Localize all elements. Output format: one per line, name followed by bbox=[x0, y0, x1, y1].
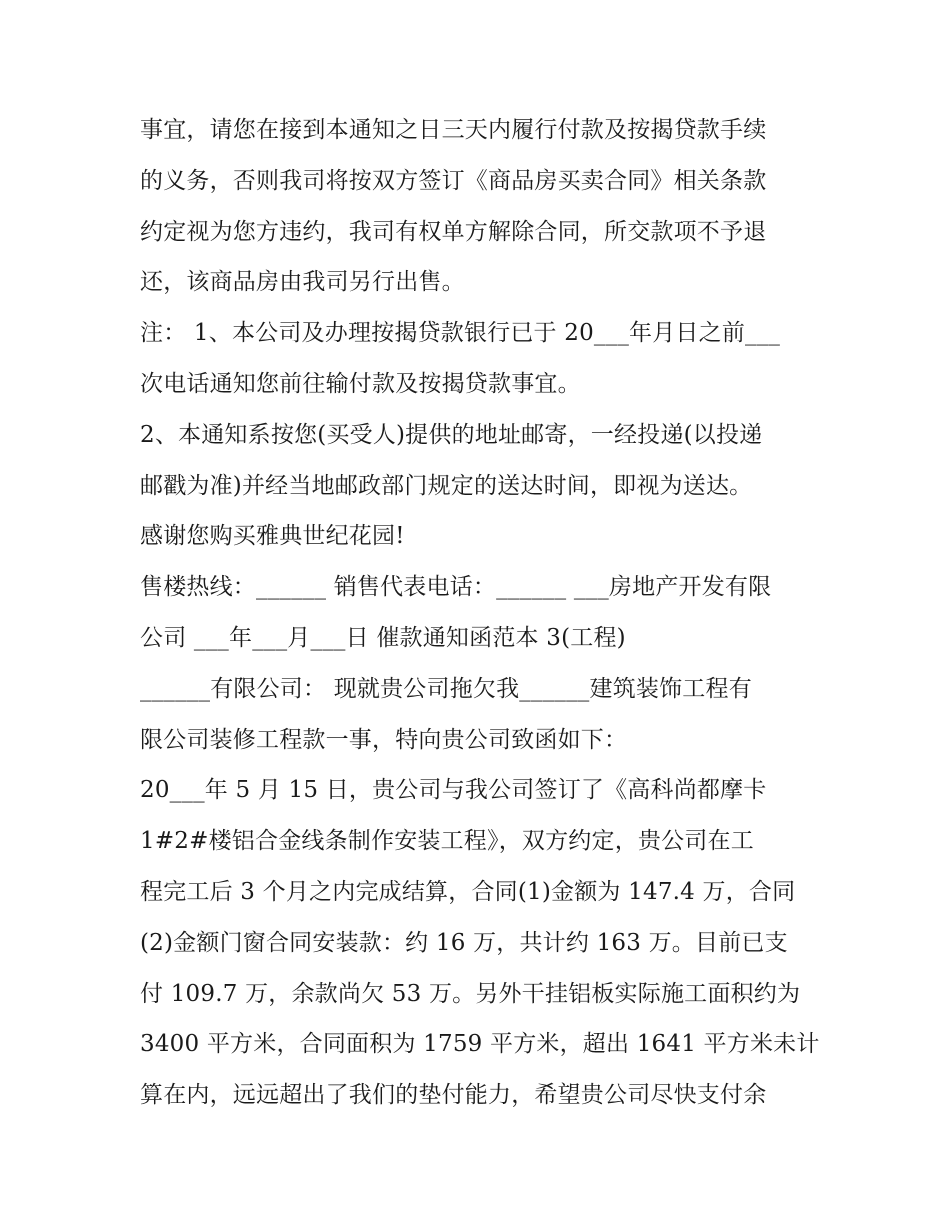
text-line: 售楼热线：______ 销售代表电话：______ ___房地产开发有限 bbox=[140, 574, 772, 601]
text-line: 限公司装修工程款一事，特向贵公司致函如下： bbox=[140, 726, 628, 753]
note-line: 2、本通知系按您(买受人)提供的地址邮寄，一经投递(以投递 bbox=[140, 421, 763, 448]
text-line: 约定视为您方违约，我司有权单方解除合同，所交款项不予退 bbox=[140, 218, 767, 245]
text-line: 1#2#楼铝合金线条制作安装工程》，双方约定，贵公司在工 bbox=[140, 828, 754, 855]
text-line: 的义务，否则我司将按双方签订《商品房买卖合同》相关条款 bbox=[140, 167, 767, 194]
text-line: 程完工后 3 个月之内完成结算，合同(1)金额为 147.4 万，合同 bbox=[140, 878, 796, 905]
text-line: 感谢您购买雅典世纪花园! bbox=[140, 523, 405, 550]
text-line: 还，该商品房由我司另行出售。 bbox=[140, 269, 465, 296]
text-line: 公司 ___年___月___日 催款通知函范本 3(工程) bbox=[140, 624, 626, 651]
text-line: 20___年 5 月 15 日，贵公司与我公司签订了《高科尚都摩卡 bbox=[140, 777, 767, 804]
note-line: 注： 1、本公司及办理按揭贷款银行已于 20___年月日之前___ bbox=[140, 320, 781, 347]
document-body bbox=[140, 105, 820, 1121]
text-line: 邮戳为准)并经当地邮政部门规定的送达时间，即视为送达。 bbox=[140, 472, 753, 499]
text-line: 次电话通知您前往输付款及按揭贷款事宜。 bbox=[140, 370, 581, 397]
text-line: ______有限公司： 现就贵公司拖欠我______建筑装饰工程有 bbox=[140, 675, 752, 702]
text-line: 事宜，请您在接到本通知之日三天内履行付款及按揭贷款手续 bbox=[140, 117, 767, 143]
text-line: 3400 平方米，合同面积为 1759 平方米，超出 1641 平方米未计 bbox=[140, 1031, 820, 1058]
text-line: 付 109.7 万，余款尚欠 53 万。另外干挂铝板实际施工面积约为 bbox=[140, 980, 801, 1007]
text-line: 算在内，远远超出了我们的垫付能力，希望贵公司尽快支付余 bbox=[140, 1082, 767, 1109]
text-line: (2)金额门窗合同安装款：约 16 万，共计约 163 万。目前已支 bbox=[140, 929, 788, 956]
